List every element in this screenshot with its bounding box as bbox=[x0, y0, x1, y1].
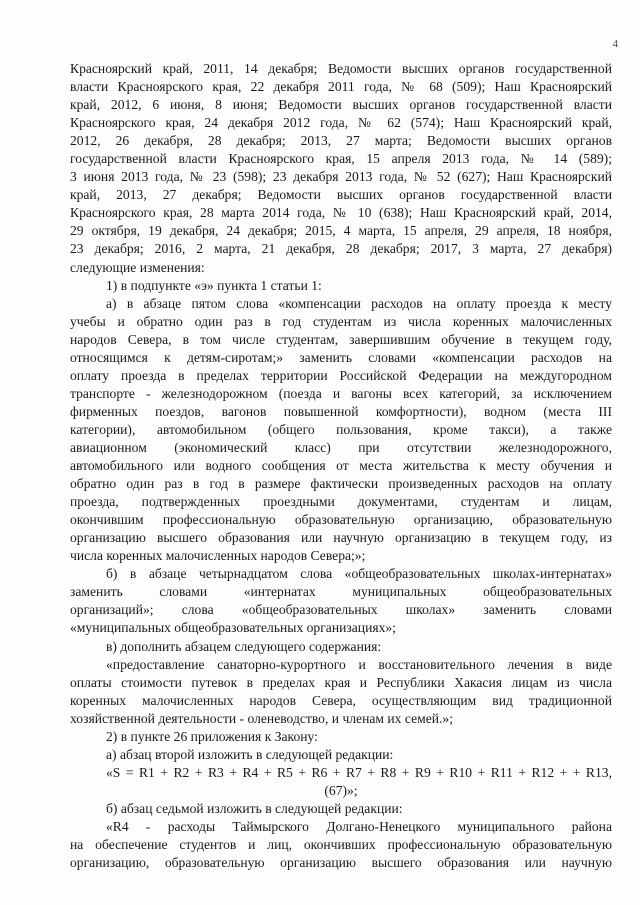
text-line: 2012, 26 декабря, 28 декабря; 2013, 27 марта; Ведомости высших органов bbox=[70, 133, 612, 149]
text-line: организацию, образовательную организацию высшего образования или научную bbox=[70, 855, 612, 871]
text-line: Красноярского края, 24 декабря 2012 года, № 62 (574); Наш Красноярский край, bbox=[70, 115, 612, 131]
text-line: 3 июня 2013 года, № 23 (598); 23 декабря 2013 года, № 52 (627); Наш Красноярский bbox=[70, 169, 612, 185]
text-line: край, 2012, 6 июня, 8 июня; Ведомости высших органов государственной власти bbox=[70, 97, 612, 113]
text-line: оплату проезда в пределах территории Российской Федерации на междугородном bbox=[70, 367, 612, 383]
text-line: «S = R1 + R2 + R3 + R4 + R5 + R6 + R7 + R8 + R9 + R10 + R11 + R12 + + R13, bbox=[106, 764, 612, 780]
text-line: заменить словами «интернатах муниципальных общеобразовательных bbox=[70, 584, 612, 600]
text-line: край, 2013, 27 декабря; Ведомости высших органов государственной власти bbox=[70, 187, 612, 203]
text-line: транспорте - железнодорожном (поезда и вагоны всех категорий, за исключением bbox=[70, 385, 612, 401]
text-line: 23 декабря; 2016, 2 марта, 21 декабря, 28 декабря; 2017, 3 марта, 27 декабря) bbox=[70, 241, 612, 257]
text-line: окончившим профессиональную образовательную организацию, образовательную bbox=[70, 512, 612, 528]
text-line: учебы и обратно один раз в год студентам из числа коренных малочисленных bbox=[70, 313, 612, 329]
text-line: авиационном (экономический класс) при отсутствии железнодорожного, bbox=[70, 439, 612, 455]
page-number: 4 bbox=[612, 38, 618, 50]
text-line: б) в абзаце четырнадцатом слова «общеобразовательных школах-интернатах» bbox=[106, 566, 612, 582]
text-line: на обеспечение студентов и лиц, окончивших профессиональную образовательную bbox=[70, 837, 612, 853]
text-line: категории), автомобильном (общего пользования, кроме такси), а также bbox=[70, 421, 612, 437]
text-line: в) дополнить абзацем следующего содержания: bbox=[106, 638, 382, 654]
text-line: хозяйственной деятельности - оленеводство, и членам их семей.»; bbox=[70, 710, 453, 726]
text-line: 29 октября, 19 декабря, 24 декабря; 2015, 4 марта, 15 апреля, 29 апреля, 18 ноября, bbox=[70, 223, 612, 239]
text-line: (67)»; bbox=[324, 782, 358, 798]
text-line: относящимся к детям-сиротам;» заменить словами «компенсации расходов на bbox=[70, 349, 612, 365]
text-line: проезда, подтвержденных проездными документами, студентам и лицам, bbox=[70, 494, 612, 510]
text-line: обратно один раз в год в размере фактически произведенных расходов на оплату bbox=[70, 476, 612, 492]
text-line: числа коренных малочисленных народов Севера;»; bbox=[70, 548, 366, 564]
text-line: коренных малочисленных народов Севера, осуществляющим вид традиционной bbox=[70, 692, 612, 708]
text-line: следующие изменения: bbox=[70, 259, 205, 275]
text-line: государственной власти Красноярского края, 15 апреля 2013 года, № 14 (589); bbox=[70, 151, 612, 167]
text-line: а) в абзаце пятом слова «компенсации расходов на оплату проезда к месту bbox=[106, 295, 612, 311]
text-line: 2) в пункте 26 приложения к Закону: bbox=[106, 728, 318, 744]
text-line: «предоставление санаторно-курортного и восстановительного лечения в виде bbox=[106, 656, 612, 672]
text-line: фирменных поездов, вагонов повышенной комфортности), водном (места III bbox=[70, 403, 612, 419]
text-line: власти Красноярского края, 22 декабря 2011 года, № 68 (509); Наш Красноярский bbox=[70, 79, 612, 95]
text-line: организацию высшего образования или научную организацию в текущем году, из bbox=[70, 530, 612, 546]
text-line: б) абзац седьмой изложить в следующей редакции: bbox=[106, 800, 403, 816]
text-line: оплаты стоимости путевок в пределах края и Республики Хакасия лицам из числа bbox=[70, 674, 612, 690]
text-line: 1) в подпункте «э» пункта 1 статьи 1: bbox=[106, 277, 322, 293]
text-line: Красноярского края, 28 марта 2014 года, № 10 (638); Наш Красноярский край, 2014, bbox=[70, 205, 612, 221]
document-body bbox=[70, 60, 612, 872]
text-line: народов Севера, в том числе студентам, завершившим обучение в текущем году, bbox=[70, 331, 612, 347]
text-line: Красноярский край, 2011, 14 декабря; Ведомости высших органов государственной bbox=[70, 61, 612, 76]
text-line: «R4 - расходы Таймырского Долгано-Ненецкого муниципального района bbox=[106, 818, 612, 834]
text-line: «муниципальных общеобразовательных организациях»; bbox=[70, 620, 396, 636]
text-line: организаций»; слова «общеобразовательных школах» заменить словами bbox=[70, 602, 612, 618]
text-line: а) абзац второй изложить в следующей редакции: bbox=[106, 746, 394, 762]
text-line: автомобильного или водного сообщения от места жительства к месту обучения и bbox=[70, 458, 612, 474]
